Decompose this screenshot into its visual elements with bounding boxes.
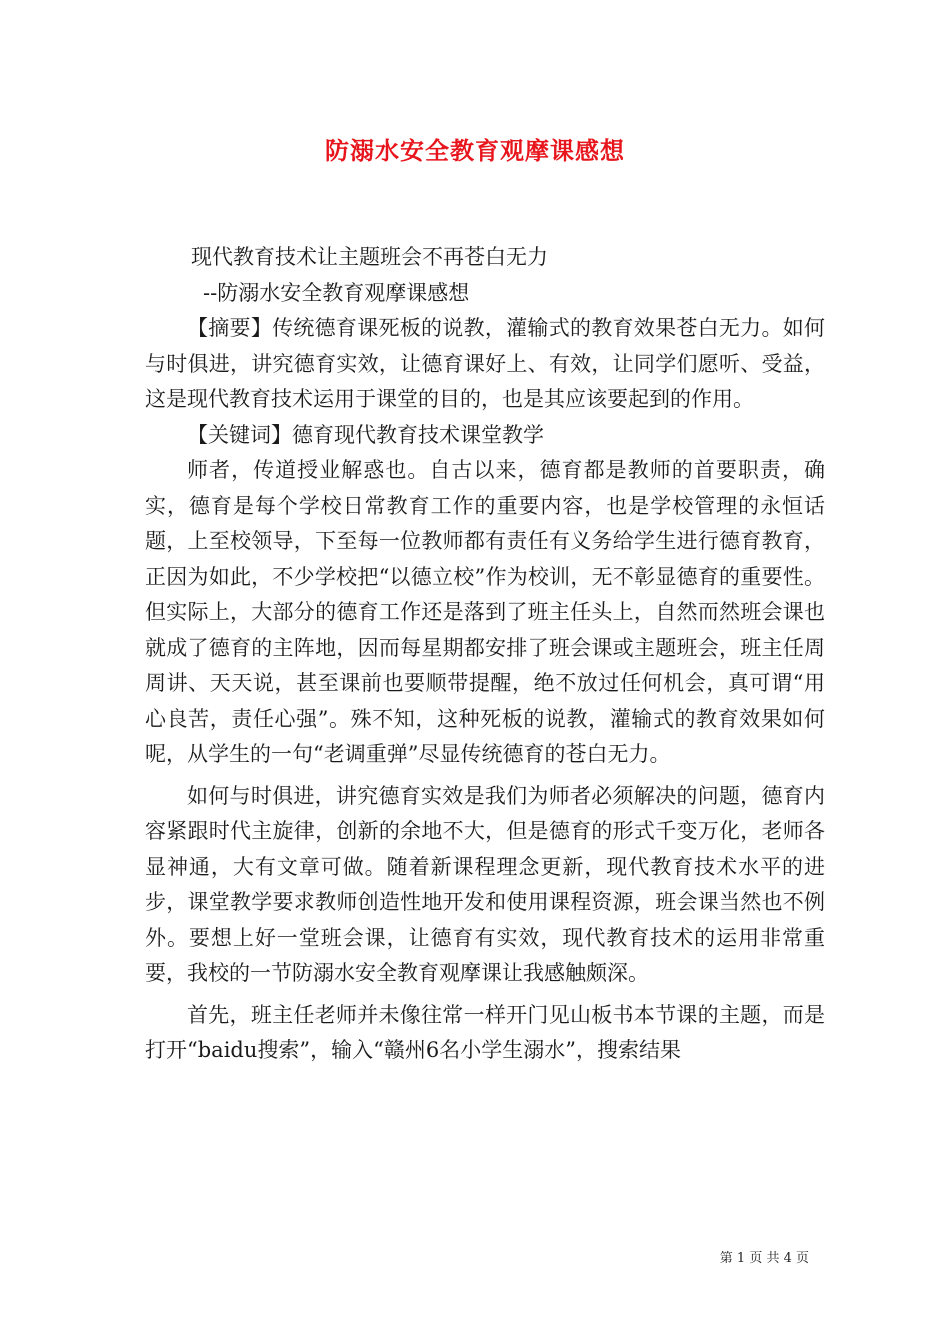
abstract-paragraph: 【摘要】传统德育课死板的说教，灌输式的教育效果苍白无力。如何与时俱进，讲究德育实效，让德育课好上、有效，让同学们愿听、受益，这是现代教育技术运用于课堂的目的，也是其应该要起到的作用。 (145, 316, 825, 411)
document-body (145, 240, 825, 1069)
body-paragraph-2: 如何与时俱进，讲究德育实效是我们为师者必须解决的问题，德育内容紧跟时代主旋律，创新的余地不大，但是德育的形式千变万化，老师各显神通，大有文章可做。随着新课程理念更新，现代教育技术水平的进步，课堂教学要求教师创造性地开发和使用课程资源，班会课当然也不例外。要想上好一堂班会课，让德育有实效，现代教育技术的运用非常重要，我校的一节防溺水安全教育观摩课让我感触颇深。 (145, 783, 825, 985)
body-paragraph-3: 首先，班主任老师并未像往常一样开门见山板书本节课的主题，而是打开“baidu搜索”，输入“赣州6名小学生溺水”，搜索结果 (145, 1002, 825, 1062)
document-title: 防溺水安全教育观摩课感想 (325, 136, 625, 165)
page-number: 第 1 页 共 4 页 (719, 1251, 809, 1266)
keywords-paragraph: 【关键词】德育现代教育技术课堂教学 (187, 422, 544, 447)
subtitle: 现代教育技术让主题班会不再苍白无力 (191, 245, 548, 269)
body-paragraph-1: 师者，传道授业解惑也。自古以来，德育都是教师的首要职责，确实，德育是每个学校日常教育工作的重要内容，也是学校管理的永恒话题，上至校领导，下至每一位教师都有责任有义务给学生进行德育教育，正因为如此，不少学校把“以德立校”作为校训，无不彰显德育的重要性。但实际上，大部分的德育工作还是落到了班主任头上，自然而然班会课也就成了德育的主阵地，因而每星期都安排了班会课或主题班会，班主任周周讲、天天说，甚至课前也要顺带提醒，绝不放过任何机会，真可谓“用心良苦，责任心强”。殊不知，这种死板的说教，灌输式的教育效果如何呢，从学生的一句“老调重弹”尽显传统德育的苍白无力。 (145, 458, 825, 766)
subtitle-dash: --防溺水安全教育观摩课感想 (203, 280, 470, 305)
